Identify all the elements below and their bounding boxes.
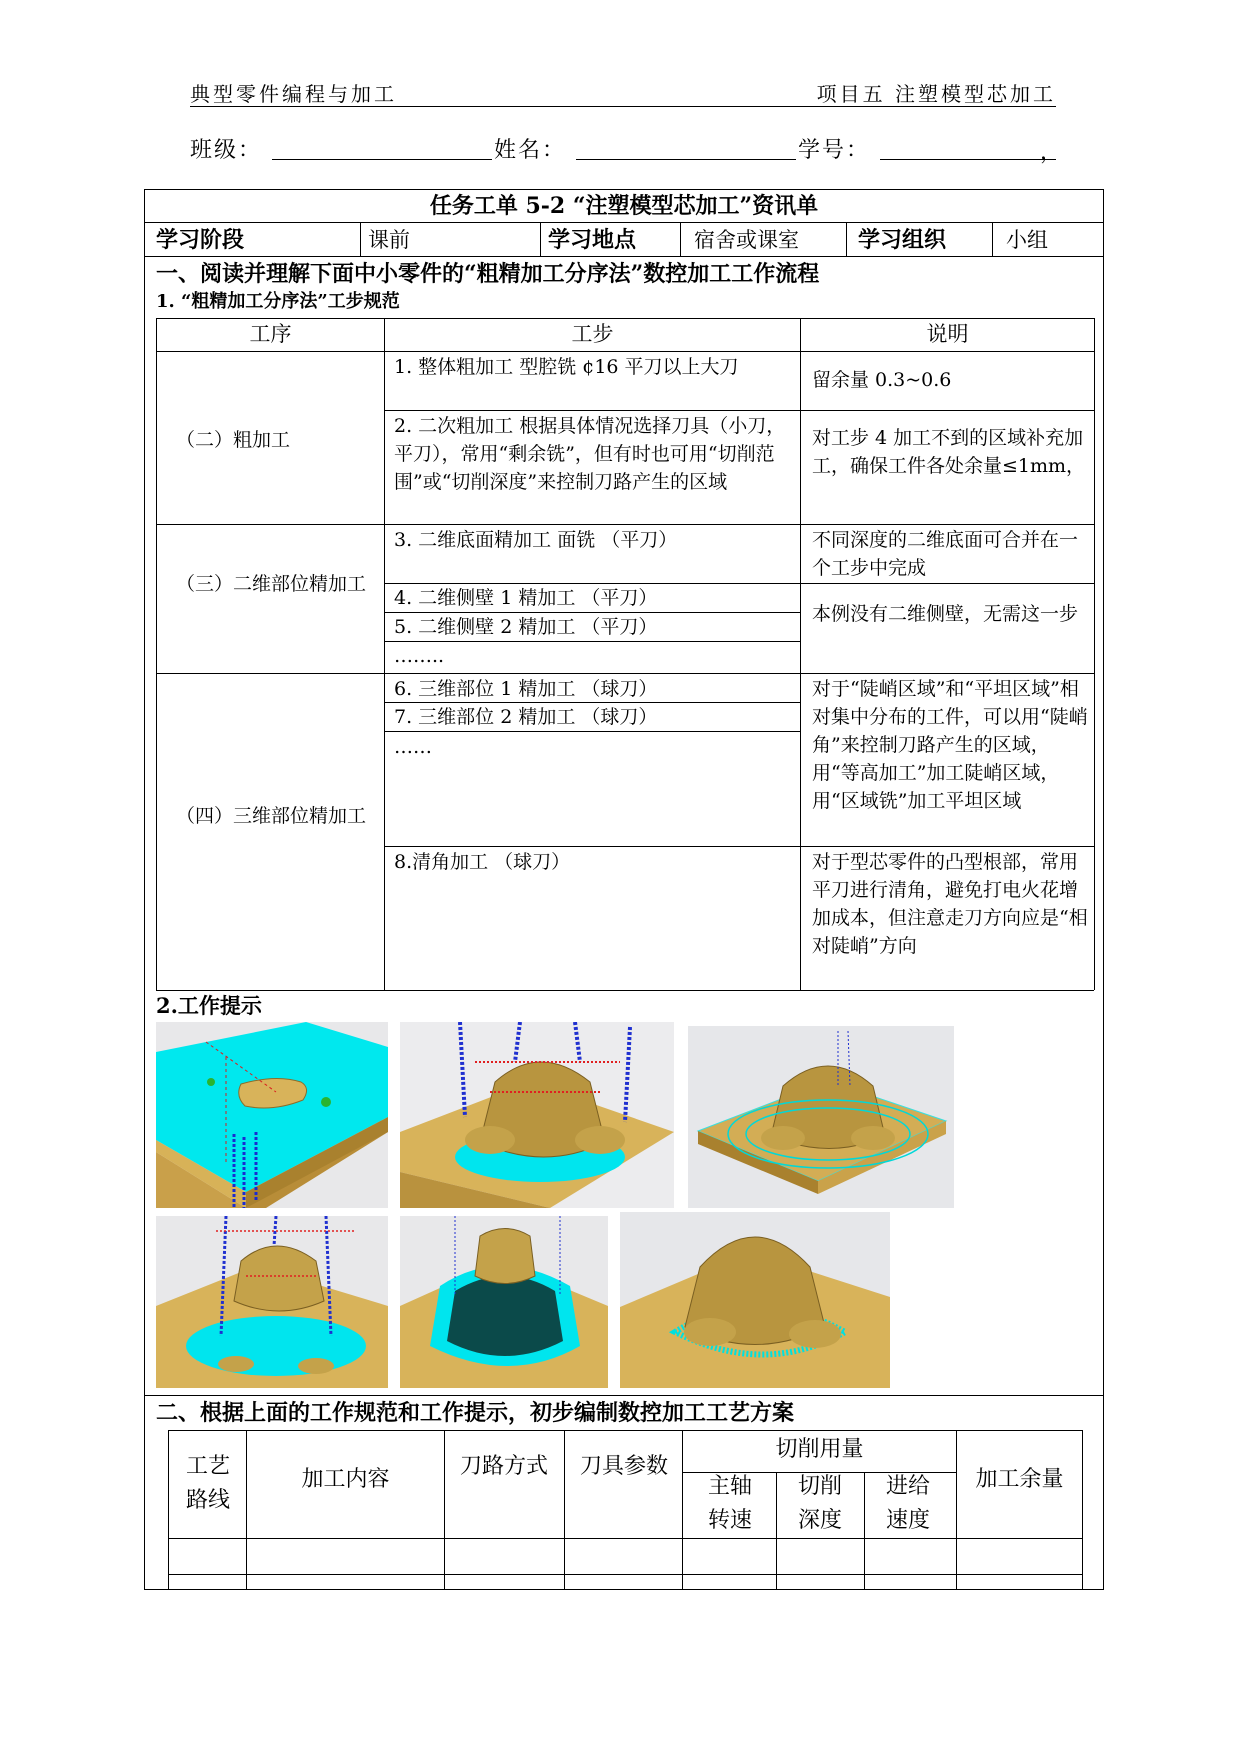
section2-heading: 二、根据上面的工作规范和工作提示，初步编制数控加工工艺方案 <box>156 1400 795 1426</box>
note-6-7: 对于“陡峭区域”和“平坦区域”相对集中分布的工件，可以用“陡峭角”来控制刀路产生的区域，用“等高加工”加工陡峭区域，用“区域铣”加工平坦区域 <box>812 678 1088 812</box>
stage-value: 课前 <box>368 228 410 252</box>
col-depth: 切削深度 <box>797 1474 842 1533</box>
step-dots-1: …….. <box>394 645 445 667</box>
process-rough: （二）粗加工 <box>176 429 291 451</box>
step-dots-2: …… <box>394 736 432 758</box>
toolpath-image-3d-2 <box>400 1216 608 1388</box>
name-label: 姓名： <box>494 138 567 163</box>
col-tool: 刀具参数 <box>579 1454 668 1479</box>
col-spindle: 主轴转速 <box>707 1474 752 1533</box>
step-8: 8.清角加工 （球刀） <box>394 851 571 873</box>
col-path: 刀路方式 <box>459 1454 548 1479</box>
toolpath-image-rough <box>156 1022 388 1208</box>
note-8: 对于型芯零件的凸型根部，常用平刀进行清角，避免打电火花增加成本，但注意走刀方向应是“相对陡峭”方向 <box>812 851 1088 957</box>
header-rule <box>190 106 1056 107</box>
note-1: 留余量 0.3~0.6 <box>812 369 952 391</box>
step-4: 4. 二维侧壁 1 精加工 （平刀） <box>394 587 658 609</box>
note-3: 不同深度的二维底面可合并在一个工步中完成 <box>812 529 1079 579</box>
col-note: 说明 <box>926 322 969 346</box>
section1-sub1: 1. “粗精加工分序法”工步规范 <box>156 291 400 312</box>
worksheet-title: 任务工单 5-2 “注塑模型芯加工”资讯单 <box>429 193 819 219</box>
note-4-5: 本例没有二维侧壁，无需这一步 <box>812 603 1079 625</box>
table-row[interactable] <box>169 1539 1081 1573</box>
org-label: 学习组织 <box>858 227 947 253</box>
id-field[interactable] <box>880 159 1056 160</box>
step-7: 7. 三维部位 2 精加工 （球刀） <box>394 706 658 728</box>
name-field[interactable] <box>576 159 796 160</box>
col-content: 加工内容 <box>301 1467 390 1492</box>
col-feed: 进给速度 <box>885 1474 930 1533</box>
class-label: 班级： <box>190 138 263 163</box>
id-trail: ， <box>1040 140 1065 165</box>
toolpath-image-floor <box>688 1026 954 1208</box>
table-row[interactable] <box>169 1575 1081 1589</box>
step-6: 6. 三维部位 1 精加工 （球刀） <box>394 678 658 700</box>
toolpath-image-3d-1 <box>156 1216 388 1388</box>
col-process: 工序 <box>249 322 292 346</box>
col-allowance: 加工余量 <box>975 1467 1064 1492</box>
process-2d: （三）二维部位精加工 <box>176 573 367 595</box>
section1-sub2: 2.工作提示 <box>156 993 262 1018</box>
header-left: 典型零件编程与加工 <box>190 82 397 106</box>
col-step: 工步 <box>571 322 614 346</box>
col-cut: 切削用量 <box>775 1437 864 1462</box>
id-label: 学号： <box>798 138 871 163</box>
org-value: 小组 <box>1006 228 1048 252</box>
step-3: 3. 二维底面精加工 面铣 （平刀） <box>394 529 678 551</box>
stage-label: 学习阶段 <box>156 227 245 253</box>
note-2: 对工步 4 加工不到的区域补充加工，确保工件各处余量≤1mm， <box>812 427 1086 477</box>
step-1: 1. 整体粗加工 型腔铣 ¢16 平刀以上大刀 <box>394 356 739 378</box>
place-label: 学习地点 <box>548 227 637 253</box>
place-value: 宿舍或课室 <box>694 228 799 252</box>
step-2: 2. 二次粗加工 根据具体情况选择刀具（小刀，平刀），常用“剩余铣”，但有时也可用“切削范围”或“切削深度”来控制刀路产生的区域 <box>394 415 786 493</box>
toolpath-image-cleanup <box>620 1212 890 1388</box>
section1-heading: 一、阅读并理解下面中小零件的“粗精加工分序法”数控加工工作流程 <box>156 261 820 287</box>
toolpath-image-semifinish <box>400 1022 674 1208</box>
process-3d: （四）三维部位精加工 <box>176 805 367 827</box>
col-route: 工艺路线 <box>185 1454 230 1513</box>
header-right: 项目五 注塑模型芯加工 <box>816 82 1056 106</box>
class-field[interactable] <box>272 159 492 160</box>
step-5: 5. 二维侧壁 2 精加工 （平刀） <box>394 616 658 638</box>
